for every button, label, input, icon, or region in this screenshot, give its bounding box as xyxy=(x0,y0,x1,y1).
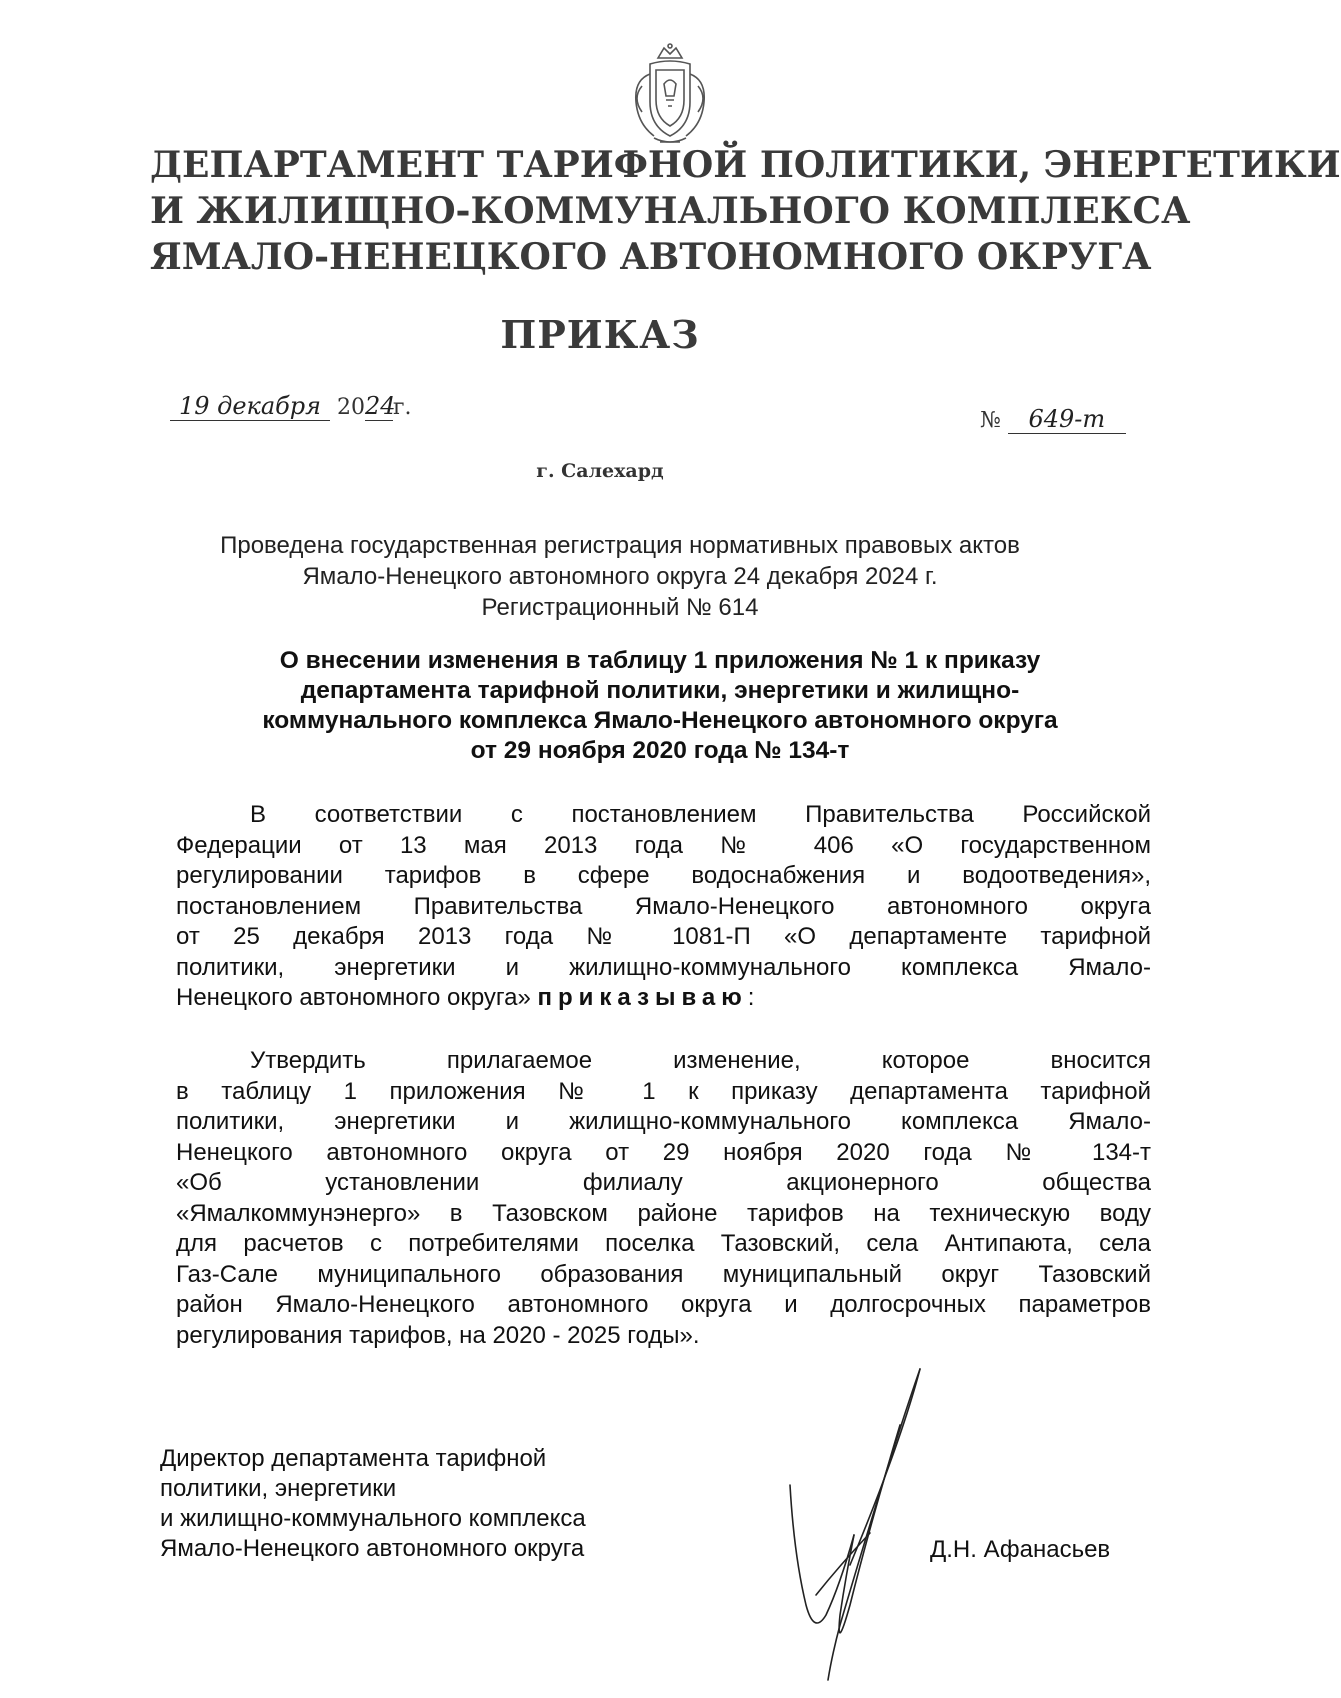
position-line: политики, энергетики xyxy=(160,1475,397,1502)
registration-line: Проведена государственная регистрация нормативных правовых актов xyxy=(220,532,1020,559)
paragraph-line: Ненецкого автономного округа от 29 ноября 2020 года № 134-т xyxy=(176,1138,1151,1166)
paragraph-line: В соответствии с постановлением Правительства Российской xyxy=(250,801,1151,828)
paragraph-line-last xyxy=(176,983,1151,1014)
paragraph-line: от 25 декабря 2013 года № 1081-П «О департаменте тарифной xyxy=(176,923,1151,950)
paragraph-line: для расчетов с потребителями поселка Тазовский, села Антипаюта, села xyxy=(176,1230,1151,1257)
body-paragraph-2 xyxy=(176,1046,1151,1351)
coat-of-arms-emblem xyxy=(620,40,720,152)
position-line: Ямало-Ненецкого автономного округа xyxy=(160,1535,585,1562)
date-suffix: г. xyxy=(393,395,412,420)
order-number xyxy=(980,405,1126,434)
dept-line-2: И ЖИЛИЩНО-КОММУНАЛЬНОГО КОМПЛЕКСА xyxy=(150,190,1191,232)
paragraph-line: политики, энергетики и жилищно-коммунального комплекса Ямало- xyxy=(176,953,1151,981)
title-line: О внесении изменения в таблицу 1 приложения № 1 к приказу xyxy=(279,647,1041,674)
paragraph-line: район Ямало-Ненецкого автономного округа и долгосрочных параметров xyxy=(176,1291,1151,1318)
dept-line-3: ЯМАЛО-НЕНЕЦКОГО АВТОНОМНОГО ОКРУГА xyxy=(150,236,1152,278)
title-line: коммунального комплекса Ямало-Ненецкого автономного округа xyxy=(262,707,1058,734)
body-paragraph-1 xyxy=(176,800,1151,1014)
paragraph-end: : xyxy=(747,984,755,1011)
paragraph-line: «Ямалкоммунэнерго» в Тазовском районе тарифов на техническую воду xyxy=(176,1199,1151,1227)
city: г. Салехард xyxy=(536,460,664,482)
registration-line: Регистрационный № 614 xyxy=(481,594,759,621)
paragraph-text: Ненецкого автономного округа» xyxy=(176,984,531,1011)
paragraph-line: регулирования тарифов, на 2020 - 2025 годы». xyxy=(176,1321,700,1349)
paragraph-line: в таблицу 1 приложения № 1 к приказу департамента тарифной xyxy=(176,1077,1151,1105)
paragraph-line: регулировании тарифов в сфере водоснабжения и водоотведения», xyxy=(176,862,1151,889)
paragraph-line: постановлением Правительства Ямало-Ненецкого автономного округа xyxy=(176,892,1151,920)
signer-name: Д.Н. Афанасьев xyxy=(930,1536,1111,1563)
position-line: и жилищно-коммунального комплекса xyxy=(160,1505,586,1532)
title-line: от 29 ноября 2020 года № 134-т xyxy=(470,737,850,764)
paragraph-line: политики, энергетики и жилищно-коммунального комплекса Ямало- xyxy=(176,1108,1151,1135)
department-header xyxy=(150,142,1341,280)
order-title xyxy=(160,646,1160,766)
paragraph-line: Федерации от 13 мая 2013 года № 406 «О государственном xyxy=(176,831,1151,859)
date-day-month: 19 декабря xyxy=(170,392,330,421)
document-type-title: ПРИКАЗ xyxy=(500,312,700,357)
handwritten-signature xyxy=(780,1365,960,1685)
date-year-prefix: 20 xyxy=(337,395,365,420)
order-keyword: приказываю xyxy=(537,984,748,1011)
date-year-handwritten: 24 xyxy=(365,392,396,420)
paragraph-line: «Об установлении филиалу акционерного общества xyxy=(176,1169,1151,1196)
dept-line-1: ДЕПАРТАМЕНТ ТАРИФНОЙ ПОЛИТИКИ, ЭНЕРГЕТИКИ xyxy=(150,144,1341,186)
paragraph-line: Газ-Сале муниципального образования муниципальный округ Тазовский xyxy=(176,1260,1151,1288)
registration-notice xyxy=(140,530,1100,623)
number-handwritten: 649-т xyxy=(1008,405,1126,434)
paragraph-line: Утвердить прилагаемое изменение, которое вносится xyxy=(250,1047,1151,1074)
title-line: департамента тарифной политики, энергетики и жилищно- xyxy=(300,677,1020,704)
number-prefix: № xyxy=(980,408,1001,433)
order-date xyxy=(170,392,412,421)
signatory-position xyxy=(160,1444,586,1564)
position-line: Директор департамента тарифной xyxy=(160,1445,547,1472)
registration-line: Ямало-Ненецкого автономного округа 24 декабря 2024 г. xyxy=(302,563,938,590)
